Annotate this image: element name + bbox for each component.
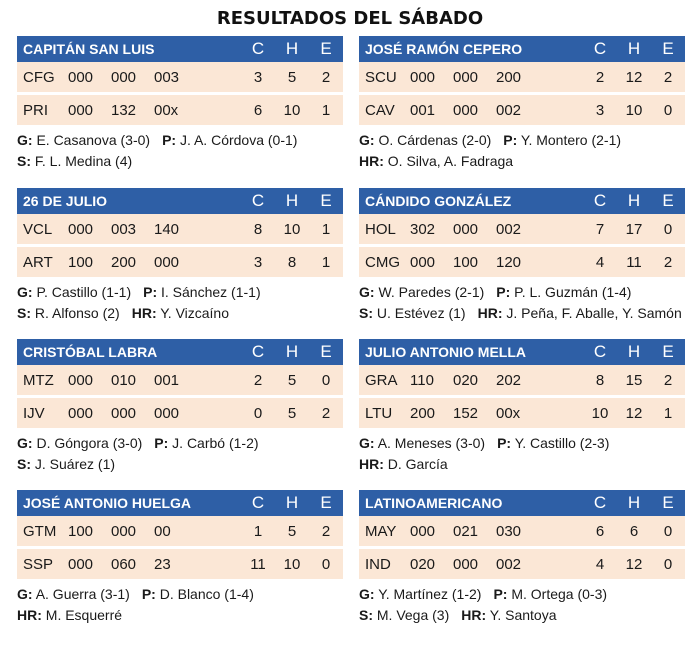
homerun-hitters: Y. Vizcaíno: [160, 305, 230, 321]
homerun-label: HR:: [131, 305, 157, 321]
stadium-name: CAPITÁN SAN LUIS: [23, 41, 155, 57]
winner-label: G:: [17, 284, 33, 300]
errors-header: E: [662, 191, 674, 210]
runs-value: 11: [250, 555, 266, 573]
save-hr-line: [17, 303, 343, 324]
winner-label: G:: [359, 284, 375, 300]
save-hr-line: [17, 454, 343, 475]
innings-4-6: 132: [111, 101, 137, 119]
team-row: [359, 547, 685, 580]
hits-header: H: [285, 493, 299, 512]
loser-label: P:: [497, 435, 512, 451]
hits-value: 12: [625, 404, 643, 422]
save-label: S:: [17, 305, 31, 321]
innings-7-9: 003: [154, 68, 180, 86]
runs-value: 4: [595, 253, 605, 271]
team-code: MAY: [365, 522, 397, 540]
innings-1-3: 200: [410, 404, 436, 422]
hits-value: 12: [625, 555, 643, 573]
innings-1-3: 000: [410, 253, 436, 271]
errors-header: E: [662, 342, 674, 361]
losing-pitcher: P. L. Guzmán (1-4): [514, 284, 632, 300]
team-code: IND: [365, 555, 391, 573]
homerun-label: HR:: [359, 456, 384, 472]
pitchers-line: [359, 433, 685, 454]
innings-7-9: 030: [496, 522, 522, 540]
loser-label: P:: [143, 284, 158, 300]
game-notes: [17, 429, 343, 475]
game-notes: [359, 429, 685, 475]
team-row: [17, 62, 343, 93]
innings-7-9: 202: [496, 371, 522, 389]
winning-pitcher: D. Góngora (3-0): [36, 435, 143, 451]
innings-7-9: 23: [154, 555, 171, 573]
runs-value: 4: [595, 555, 605, 573]
team-row: [17, 547, 343, 580]
game-box: [17, 188, 343, 324]
losing-pitcher: Y. Castillo (2-3): [514, 435, 610, 451]
team-row: [359, 245, 685, 278]
errors-value: 0: [663, 555, 673, 573]
innings-1-3: 000: [68, 68, 94, 86]
save-hr-line: [359, 605, 685, 626]
errors-value: 2: [321, 404, 331, 422]
innings-1-3: 020: [410, 555, 436, 573]
innings-4-6: 000: [453, 101, 479, 119]
team-code: LTU: [365, 404, 393, 422]
innings-7-9: 200: [496, 68, 522, 86]
save-pitcher: J. Suárez (1): [34, 456, 116, 472]
innings-7-9: 140: [154, 220, 180, 238]
stadium-name: LATINOAMERICANO: [365, 495, 503, 511]
innings-4-6: 003: [111, 220, 137, 238]
innings-1-3: 000: [410, 68, 436, 86]
hits-value: 17: [625, 220, 643, 238]
save-pitcher: R. Alfonso (2): [34, 305, 120, 321]
runs-header: C: [251, 191, 265, 210]
loser-label: P:: [141, 586, 156, 602]
innings-1-3: 100: [68, 253, 94, 271]
save-hr-line: [359, 303, 685, 324]
loser-label: P:: [503, 132, 518, 148]
team-row: [359, 93, 685, 126]
game-header: [359, 490, 685, 516]
homerun-hitters: Y. Santoya: [489, 607, 557, 623]
runs-value: 2: [253, 371, 263, 389]
errors-header: E: [320, 493, 332, 512]
innings-7-9: 120: [496, 253, 522, 271]
team-code: SCU: [365, 68, 397, 86]
hits-value: 12: [625, 68, 643, 86]
save-label: S:: [17, 153, 31, 169]
winning-pitcher: A. Meneses (3-0): [377, 435, 486, 451]
stadium-name: CRISTÓBAL LABRA: [23, 344, 158, 360]
losing-pitcher: D. Blanco (1-4): [159, 586, 254, 602]
errors-value: 2: [321, 522, 331, 540]
save-hr-line: [17, 151, 343, 172]
game-box: [17, 490, 343, 626]
team-code: ART: [23, 253, 53, 271]
runs-value: 7: [595, 220, 605, 238]
hits-value: 5: [287, 522, 297, 540]
errors-value: 2: [321, 68, 331, 86]
game-notes: [359, 278, 685, 324]
hits-value: 11: [626, 253, 642, 271]
pitchers-line: [17, 433, 343, 454]
hits-header: H: [285, 342, 299, 361]
winner-label: G:: [17, 132, 33, 148]
innings-4-6: 021: [453, 522, 479, 540]
errors-header: E: [662, 39, 674, 58]
runs-value: 2: [595, 68, 605, 86]
innings-4-6: 100: [453, 253, 479, 271]
errors-header: E: [320, 39, 332, 58]
game-box: [359, 36, 685, 172]
team-row: [359, 516, 685, 547]
save-label: S:: [359, 305, 373, 321]
innings-1-3: 100: [68, 522, 94, 540]
runs-value: 8: [595, 371, 605, 389]
runs-header: C: [251, 493, 265, 512]
homerun-label: HR:: [461, 607, 487, 623]
stadium-name: CÁNDIDO GONZÁLEZ: [365, 193, 512, 209]
team-row: [17, 214, 343, 245]
team-code: IJV: [23, 404, 45, 422]
innings-4-6: 200: [111, 253, 137, 271]
team-row: [359, 214, 685, 245]
hits-value: 5: [287, 68, 297, 86]
runs-header: C: [593, 39, 607, 58]
hits-header: H: [627, 39, 641, 58]
winner-label: G:: [359, 586, 375, 602]
innings-4-6: 060: [111, 555, 137, 573]
winner-label: G:: [359, 132, 375, 148]
save-label: S:: [359, 607, 373, 623]
hits-header: H: [627, 342, 641, 361]
innings-7-9: 000: [154, 253, 180, 271]
losing-pitcher: J. A. Córdova (0-1): [179, 132, 298, 148]
winning-pitcher: E. Casanova (3-0): [36, 132, 151, 148]
innings-7-9: 00x: [154, 101, 179, 119]
team-code: SSP: [23, 555, 54, 573]
team-row: [17, 93, 343, 126]
innings-4-6: 020: [453, 371, 479, 389]
errors-header: E: [662, 493, 674, 512]
runs-value: 3: [253, 253, 263, 271]
innings-1-3: 302: [410, 220, 436, 238]
innings-4-6: 000: [453, 555, 479, 573]
team-row: [359, 62, 685, 93]
innings-1-3: 000: [68, 555, 94, 573]
runs-value: 3: [253, 68, 263, 86]
winning-pitcher: W. Paredes (2-1): [378, 284, 485, 300]
loser-label: P:: [493, 586, 508, 602]
errors-header: E: [320, 191, 332, 210]
runs-header: C: [593, 342, 607, 361]
winner-label: G:: [17, 435, 33, 451]
pitchers-line: [359, 282, 685, 303]
innings-7-9: 001: [154, 371, 180, 389]
loser-label: P:: [162, 132, 177, 148]
loser-label: P:: [496, 284, 511, 300]
errors-value: 0: [321, 555, 331, 573]
hits-value: 5: [287, 404, 297, 422]
team-code: GRA: [365, 371, 398, 389]
runs-value: 3: [595, 101, 605, 119]
team-code: CMG: [365, 253, 400, 271]
game-notes: [359, 126, 685, 172]
team-row: [17, 245, 343, 278]
losing-pitcher: Y. Montero (2-1): [520, 132, 622, 148]
homerun-hitters: J. Peña, F. Aballe, Y. Samón: [506, 305, 682, 321]
save-hr-line: [359, 454, 685, 475]
winner-label: G:: [17, 586, 33, 602]
runs-header: C: [593, 493, 607, 512]
runs-header: C: [593, 191, 607, 210]
innings-1-3: 000: [410, 522, 436, 540]
hits-header: H: [285, 191, 299, 210]
errors-value: 2: [663, 371, 673, 389]
stadium-name: 26 DE JULIO: [23, 193, 108, 209]
hits-value: 6: [629, 522, 639, 540]
pitchers-line: [359, 584, 685, 605]
hits-value: 10: [283, 101, 301, 119]
runs-value: 6: [595, 522, 605, 540]
homerun-hitters: O. Silva, A. Fadraga: [387, 153, 514, 169]
errors-value: 0: [663, 522, 673, 540]
team-code: CFG: [23, 68, 55, 86]
innings-4-6: 000: [111, 68, 137, 86]
homerun-hitters: D. García: [387, 456, 448, 472]
team-code: CAV: [365, 101, 395, 119]
game-header: [359, 36, 685, 62]
save-pitcher: U. Estévez (1): [376, 305, 466, 321]
game-header: [17, 490, 343, 516]
hits-header: H: [627, 191, 641, 210]
innings-7-9: 000: [154, 404, 180, 422]
homerun-label: HR:: [17, 607, 42, 623]
hits-header: H: [627, 493, 641, 512]
runs-header: C: [251, 342, 265, 361]
innings-4-6: 000: [111, 404, 137, 422]
innings-4-6: 152: [453, 404, 479, 422]
pitchers-line: [17, 282, 343, 303]
game-box: [359, 339, 685, 475]
runs-value: 6: [253, 101, 263, 119]
runs-header: C: [251, 39, 265, 58]
game-header: [17, 188, 343, 214]
innings-1-3: 000: [68, 220, 94, 238]
hits-value: 5: [287, 371, 297, 389]
innings-1-3: 110: [410, 371, 434, 389]
team-code: VCL: [23, 220, 53, 238]
innings-4-6: 000: [453, 220, 479, 238]
hits-value: 15: [625, 371, 643, 389]
loser-label: P:: [154, 435, 169, 451]
errors-value: 1: [663, 404, 673, 422]
winner-label: G:: [359, 435, 375, 451]
losing-pitcher: I. Sánchez (1-1): [161, 284, 261, 300]
game-box: [359, 188, 685, 324]
errors-value: 1: [321, 220, 331, 238]
hits-value: 10: [283, 555, 301, 573]
game-box: [17, 36, 343, 172]
innings-7-9: 002: [496, 101, 522, 119]
errors-value: 2: [663, 253, 673, 271]
winning-pitcher: P. Castillo (1-1): [36, 284, 132, 300]
innings-4-6: 010: [111, 371, 137, 389]
page-title: RESULTADOS DEL SÁBADO: [216, 8, 484, 29]
team-code: HOL: [365, 220, 396, 238]
save-hr-line: [359, 151, 685, 172]
team-row: [17, 365, 343, 396]
innings-7-9: 002: [496, 555, 522, 573]
game-notes: [17, 580, 343, 626]
runs-value: 0: [253, 404, 263, 422]
pitchers-line: [17, 130, 343, 151]
save-label: S:: [17, 456, 31, 472]
team-row: [359, 396, 685, 429]
errors-value: 0: [321, 371, 331, 389]
errors-value: 1: [321, 253, 331, 271]
runs-value: 10: [591, 404, 609, 422]
team-code: PRI: [23, 101, 49, 119]
pitchers-line: [359, 130, 685, 151]
game-notes: [359, 580, 685, 626]
runs-value: 8: [253, 220, 263, 238]
errors-value: 0: [663, 220, 673, 238]
innings-4-6: 000: [453, 68, 479, 86]
innings-7-9: 002: [496, 220, 522, 238]
winning-pitcher: O. Cárdenas (2-0): [378, 132, 492, 148]
errors-header: E: [320, 342, 332, 361]
innings-7-9: 00x: [496, 404, 521, 422]
save-pitcher: M. Vega (3): [376, 607, 450, 623]
innings-1-3: 000: [68, 404, 94, 422]
hits-value: 10: [283, 220, 301, 238]
winning-pitcher: A. Guerra (3-1): [35, 586, 130, 602]
game-header: [17, 339, 343, 365]
stadium-name: JOSÉ RAMÓN CEPERO: [365, 41, 523, 57]
runs-value: 1: [253, 522, 263, 540]
game-header: [17, 36, 343, 62]
game-header: [359, 188, 685, 214]
game-header: [359, 339, 685, 365]
team-code: GTM: [23, 522, 57, 540]
team-row: [17, 516, 343, 547]
save-pitcher: F. L. Medina (4): [34, 153, 133, 169]
innings-1-3: 000: [68, 371, 94, 389]
winning-pitcher: Y. Martínez (1-2): [378, 586, 482, 602]
stadium-name: JOSÉ ANTONIO HUELGA: [23, 495, 192, 511]
homerun-label: HR:: [477, 305, 503, 321]
homerun-hitters: M. Esquerré: [45, 607, 123, 623]
losing-pitcher: J. Carbó (1-2): [172, 435, 259, 451]
innings-4-6: 000: [111, 522, 137, 540]
innings-1-3: 000: [68, 101, 94, 119]
team-row: [359, 365, 685, 396]
errors-value: 2: [663, 68, 673, 86]
game-box: [17, 339, 343, 475]
pitchers-line: [17, 584, 343, 605]
innings-1-3: 001: [410, 101, 436, 119]
hits-value: 8: [287, 253, 297, 271]
team-row: [17, 396, 343, 429]
game-box: [359, 490, 685, 626]
save-hr-line: [17, 605, 343, 626]
stadium-name: JULIO ANTONIO MELLA: [365, 344, 526, 360]
errors-value: 1: [321, 101, 331, 119]
errors-value: 0: [663, 101, 673, 119]
hits-value: 10: [625, 101, 643, 119]
innings-7-9: 00: [154, 522, 171, 540]
losing-pitcher: M. Ortega (0-3): [511, 586, 608, 602]
homerun-label: HR:: [359, 153, 384, 169]
hits-header: H: [285, 39, 299, 58]
game-notes: [17, 126, 343, 172]
team-code: MTZ: [23, 371, 54, 389]
game-notes: [17, 278, 343, 324]
